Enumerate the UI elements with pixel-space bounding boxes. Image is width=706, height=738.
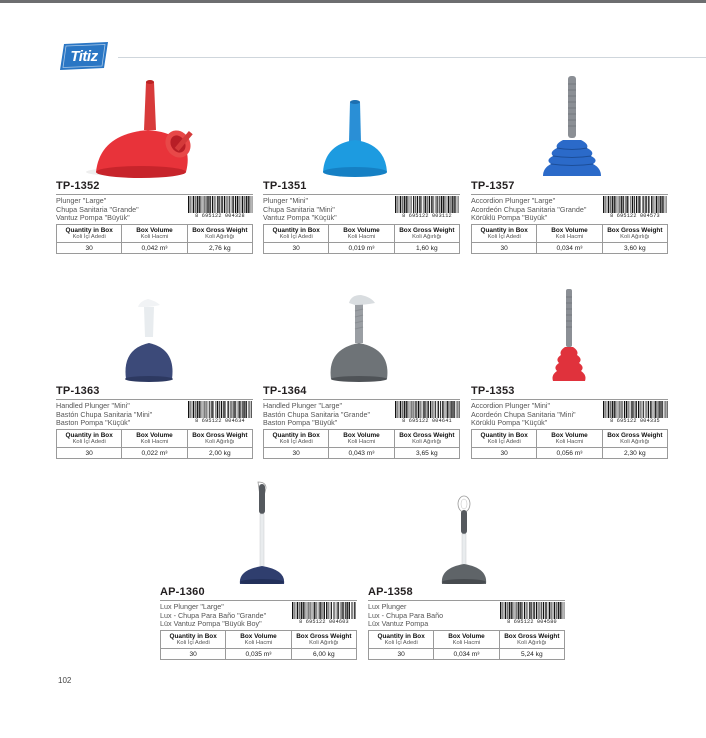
product-image	[56, 72, 253, 178]
volume-header: Box Volume Koli Hacmi	[122, 430, 187, 448]
divider	[56, 194, 253, 195]
product-image	[471, 72, 668, 178]
desc-line: Accordion Plunger "Large"	[471, 196, 556, 205]
spec-table	[56, 224, 253, 254]
barcode-bars	[602, 196, 668, 213]
volume-header: Box Volume Koli Hacmi	[329, 430, 394, 448]
titiz-logo	[58, 42, 110, 70]
weight-value: 6,00 kg	[291, 649, 356, 660]
page-number: 102	[58, 676, 72, 685]
product-card	[368, 478, 565, 738]
weight-header: Box Gross Weight Koli Ağırlığı	[499, 631, 564, 649]
desc-line: Körüklü Pompa "Büyük"	[471, 213, 548, 223]
barcode	[602, 401, 668, 426]
desc-line: Accordion Plunger "Mini"	[471, 401, 551, 410]
desc-line: Acordeón Chupa Sanitaria "Grande"	[471, 204, 587, 214]
weight-header: Box Gross Weight Koli Ağırlığı	[394, 430, 459, 448]
qty-value: 30	[57, 448, 122, 459]
desc-line: Körüklü Pompa "Küçük"	[471, 418, 548, 428]
volume-header: Box Volume Koli Hacmi	[434, 631, 499, 649]
volume-value: 0,042 m³	[122, 243, 187, 254]
qty-value: 30	[57, 243, 122, 254]
desc-line: Lux - Chupa Para Baño "Grande"	[160, 610, 267, 620]
weight-header: Box Gross Weight Koli Ağırlığı	[291, 631, 356, 649]
qty-value: 30	[264, 243, 329, 254]
divider	[160, 600, 357, 601]
barcode	[394, 196, 460, 221]
barcode-bars	[291, 602, 357, 619]
barcode-bars	[602, 401, 668, 418]
product-image	[368, 478, 565, 584]
product-description	[160, 603, 300, 629]
volume-value: 0,056 m³	[537, 448, 602, 459]
qty-header: Quantity in Box Koli İçi Adedi	[369, 631, 434, 649]
barcode-number: 8 695122 004335	[610, 418, 660, 424]
product-code: TP-1351	[263, 180, 307, 192]
product-description	[368, 603, 508, 629]
barcode-bars	[187, 401, 253, 418]
product-code: TP-1364	[263, 385, 307, 397]
barcode	[499, 602, 565, 627]
spec-table	[471, 429, 668, 459]
barcode-bars	[187, 196, 253, 213]
spec-table	[471, 224, 668, 254]
qty-value: 30	[264, 448, 329, 459]
weight-header: Box Gross Weight Koli Ağırlığı	[602, 430, 667, 448]
barcode-number: 8 695122 003112	[402, 213, 452, 219]
weight-value: 2,76 kg	[187, 243, 252, 254]
volume-header: Box Volume Koli Hacmi	[122, 225, 187, 243]
volume-value: 0,034 m³	[434, 649, 499, 660]
barcode-bars	[394, 196, 460, 213]
barcode	[291, 602, 357, 627]
desc-line: Handled Plunger "Mini"	[56, 401, 130, 410]
product-image	[160, 478, 357, 584]
product-image	[471, 277, 668, 383]
spec-table	[263, 224, 460, 254]
top-border	[0, 0, 706, 3]
product-description	[56, 197, 196, 223]
desc-line: Handled Plunger "Large"	[263, 401, 343, 410]
product-code: TP-1357	[471, 180, 515, 192]
weight-header: Box Gross Weight Koli Ağırlığı	[187, 430, 252, 448]
desc-line: Vantuz Pompa "Büyük"	[56, 213, 130, 223]
desc-line: Plunger "Mini"	[263, 196, 309, 205]
desc-line: Baston Pompa "Küçük"	[56, 418, 131, 428]
qty-header: Quantity in Box Koli İçi Adedi	[161, 631, 226, 649]
weight-value: 1,60 kg	[394, 243, 459, 254]
desc-line: Plunger "Large"	[56, 196, 107, 205]
divider	[368, 600, 565, 601]
spec-table	[160, 630, 357, 660]
barcode	[602, 196, 668, 221]
volume-value: 0,022 m³	[122, 448, 187, 459]
desc-line: Lüx Vantuz Pompa "Büyük Boy"	[160, 619, 262, 629]
desc-line: Bastón Chupa Sanitaria "Mini"	[56, 409, 153, 419]
desc-line: Vantuz Pompa "Küçük"	[263, 213, 337, 223]
barcode-number: 8 695122 004573	[610, 213, 660, 219]
product-code: TP-1363	[56, 385, 100, 397]
product-description	[263, 402, 403, 428]
barcode-number: 8 695122 004580	[507, 619, 557, 625]
volume-value: 0,034 m³	[537, 243, 602, 254]
weight-value: 5,24 kg	[499, 649, 564, 660]
divider	[263, 194, 460, 195]
spec-table	[56, 429, 253, 459]
product-description	[263, 197, 403, 223]
divider	[471, 399, 668, 400]
volume-header: Box Volume Koli Hacmi	[537, 225, 602, 243]
desc-line: Bastón Chupa Sanitaria "Grande"	[263, 409, 370, 419]
qty-header: Quantity in Box Koli İçi Adedi	[264, 430, 329, 448]
qty-header: Quantity in Box Koli İçi Adedi	[472, 225, 537, 243]
qty-header: Quantity in Box Koli İçi Adedi	[472, 430, 537, 448]
divider	[56, 399, 253, 400]
product-code: TP-1353	[471, 385, 515, 397]
volume-header: Box Volume Koli Hacmi	[537, 430, 602, 448]
product-code: AP-1360	[160, 586, 205, 598]
barcode	[394, 401, 460, 426]
volume-value: 0,035 m³	[226, 649, 291, 660]
spec-table	[368, 630, 565, 660]
weight-header: Box Gross Weight Koli Ağırlığı	[602, 225, 667, 243]
weight-value: 2,00 kg	[187, 448, 252, 459]
desc-line: Chupa Sanitaria "Mini"	[263, 204, 335, 214]
volume-header: Box Volume Koli Hacmi	[226, 631, 291, 649]
product-description	[471, 197, 611, 223]
desc-line: Acordeón Chupa Sanitaria "Mini"	[471, 409, 576, 419]
barcode-number: 8 695122 004641	[402, 418, 452, 424]
divider	[471, 194, 668, 195]
logo-text: Titiz	[70, 47, 98, 65]
divider	[263, 399, 460, 400]
product-code: TP-1352	[56, 180, 100, 192]
barcode-bars	[499, 602, 565, 619]
qty-header: Quantity in Box Koli İçi Adedi	[57, 225, 122, 243]
desc-line: Baston Pompa "Büyük"	[263, 418, 338, 428]
desc-line: Chupa Sanitaria "Grande"	[56, 204, 139, 214]
weight-value: 2,30 kg	[602, 448, 667, 459]
qty-header: Quantity in Box Koli İçi Adedi	[264, 225, 329, 243]
product-image	[263, 277, 460, 383]
weight-header: Box Gross Weight Koli Ağırlığı	[187, 225, 252, 243]
volume-value: 0,019 m³	[329, 243, 394, 254]
qty-value: 30	[161, 649, 226, 660]
weight-value: 3,65 kg	[394, 448, 459, 459]
qty-header: Quantity in Box Koli İçi Adedi	[57, 430, 122, 448]
volume-header: Box Volume Koli Hacmi	[329, 225, 394, 243]
barcode-number: 8 695122 004603	[299, 619, 349, 625]
product-image	[263, 72, 460, 178]
product-description	[471, 402, 611, 428]
spec-table	[263, 429, 460, 459]
barcode-number: 8 695122 004634	[195, 418, 245, 424]
header-divider	[118, 57, 706, 58]
product-description	[56, 402, 196, 428]
desc-line: Lux Plunger	[368, 602, 407, 611]
barcode	[187, 401, 253, 426]
product-card	[160, 478, 357, 738]
barcode-number: 8 695122 004328	[195, 213, 245, 219]
product-image	[56, 277, 253, 383]
weight-header: Box Gross Weight Koli Ağırlığı	[394, 225, 459, 243]
desc-line: Lux Plunger "Large"	[160, 602, 224, 611]
desc-line: Lux - Chupa Para Baño	[368, 610, 444, 620]
qty-value: 30	[472, 448, 537, 459]
weight-value: 3,60 kg	[602, 243, 667, 254]
qty-value: 30	[369, 649, 434, 660]
qty-value: 30	[472, 243, 537, 254]
product-code: AP-1358	[368, 586, 413, 598]
barcode	[187, 196, 253, 221]
barcode-bars	[394, 401, 460, 418]
desc-line: Lüx Vantuz Pompa	[368, 619, 429, 629]
volume-value: 0,043 m³	[329, 448, 394, 459]
